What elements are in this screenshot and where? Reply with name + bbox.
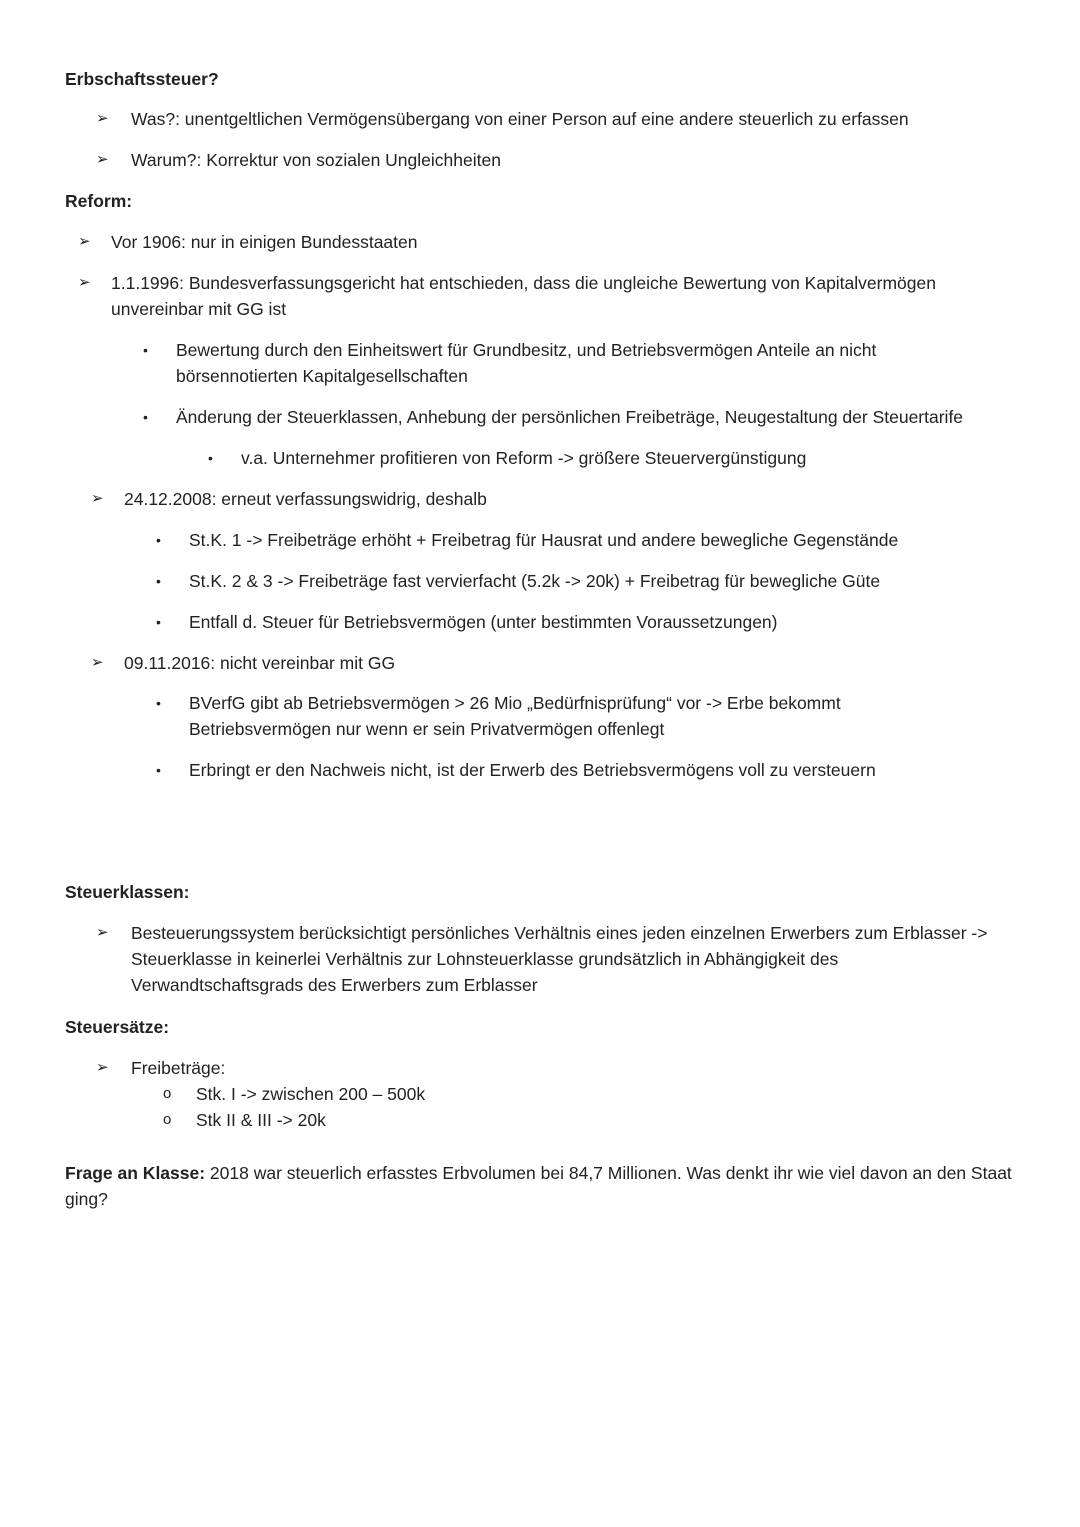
arrow-bullet-icon: ➢ [78,274,91,291]
list-item-text: Änderung der Steuerklassen, Anhebung der persönlichen Freibeträge, Neugestaltung der Steuertarife [176,407,964,427]
bullet-icon: • [156,762,161,778]
bullet-icon: • [156,573,161,589]
bullet-icon: • [208,450,213,466]
list-item [156,527,1016,553]
arrow-bullet-icon: ➢ [96,110,109,127]
arrow-bullet-icon: ➢ [96,151,109,168]
bullet-icon: • [156,695,161,711]
list-item-text: 09.11.2016: nicht vereinbar mit GG [124,653,396,673]
list-item [78,270,978,322]
heading-erbschaftssteuer: Erbschaftssteuer? [65,69,219,89]
bullet-icon: • [156,614,161,630]
list-item-text: Bewertung durch den Einheitswert für Grundbesitz, und Betriebsvermögen Anteile an nicht börsennotierten Kapitalgesellschaften [176,340,877,386]
list-item-text: BVerfG gibt ab Betriebsvermögen > 26 Mio „Bedürfnisprüfung“ vor -> Erbe bekommt Betriebsvermögen nur wenn er sein Privatvermögen offenlegt [189,693,841,739]
list-item [163,1081,663,1107]
list-item-text: 1.1.1996: Bundesverfassungsgericht hat entschieden, dass die ungleiche Bewertung von Kapitalvermögen unvereinbar mit GG ist [111,273,936,319]
list-item [96,147,996,173]
arrow-bullet-icon: ➢ [96,924,109,941]
list-item-text: Warum?: Korrektur von sozialen Ungleichheiten [131,150,501,170]
bullet-icon: • [143,342,148,358]
circle-bullet-icon: o [163,1085,172,1102]
list-item-text: St.K. 1 -> Freibeträge erhöht + Freibetrag für Hausrat und andere bewegliche Gegenstände [189,530,899,550]
list-item [78,229,998,255]
list-item-text: Besteuerungssystem berücksichtigt persönliches Verhältnis eines jeden einzelnen Erwerbers zum Erblasser -> Steuerklasse in keinerlei Verhältnis zur Lohnsteuerklasse grundsätzlich in Abhängigkeit des Verwandtschaftsgrads des Erwerbers zum Erblasser [131,923,988,995]
list-item-text: Freibeträge: [131,1058,226,1078]
list-item-text: v.a. Unternehmer profitieren von Reform -> größere Steuervergünstigung [241,448,807,468]
list-item-text: St.K. 2 & 3 -> Freibeträge fast vervierfacht (5.2k -> 20k) + Freibetrag für bewegliche Güte [189,571,881,591]
heading-steuerklassen: Steuerklassen: [65,882,190,902]
bullet-icon: • [156,532,161,548]
list-item [96,920,1016,998]
arrow-bullet-icon: ➢ [91,490,104,507]
list-item-text: Erbringt er den Nachweis nicht, ist der Erwerb des Betriebsvermögens voll zu versteuern [189,760,876,780]
arrow-bullet-icon: ➢ [91,654,104,671]
list-item-text: Stk. I -> zwischen 200 – 500k [196,1084,426,1104]
class-question [65,1160,1015,1212]
list-item-text: Vor 1906: nur in einigen Bundesstaaten [111,232,418,252]
list-item-text: 24.12.2008: erneut verfassungswidrig, deshalb [124,489,487,509]
list-item-text: Stk II & III -> 20k [196,1110,326,1130]
list-item [156,568,1016,594]
question-label: Frage an Klasse: [65,1163,206,1183]
list-item-text: Was?: unentgeltlichen Vermögensübergang von einer Person auf eine andere steuerlich zu erfassen [131,109,909,129]
list-item [91,650,991,676]
list-item [208,445,1008,471]
list-item [96,1055,696,1081]
list-item [91,486,991,512]
heading-reform: Reform: [65,191,133,211]
bullet-icon: • [143,409,148,425]
circle-bullet-icon: o [163,1111,172,1128]
list-item [156,757,1016,783]
list-item [156,690,916,742]
list-item [143,337,933,389]
list-item [163,1107,663,1133]
list-item [156,609,1016,635]
list-item [96,106,996,132]
heading-steuersaetze: Steuersätze: [65,1017,170,1037]
arrow-bullet-icon: ➢ [78,233,91,250]
question-text: 2018 war steuerlich erfasstes Erbvolumen bei 84,7 Millionen. Was denkt ihr wie viel davon an den Staat ging? [65,1163,1012,1209]
list-item [143,404,1023,430]
arrow-bullet-icon: ➢ [96,1059,109,1076]
list-item-text: Entfall d. Steuer für Betriebsvermögen (unter bestimmten Voraussetzungen) [189,612,778,632]
